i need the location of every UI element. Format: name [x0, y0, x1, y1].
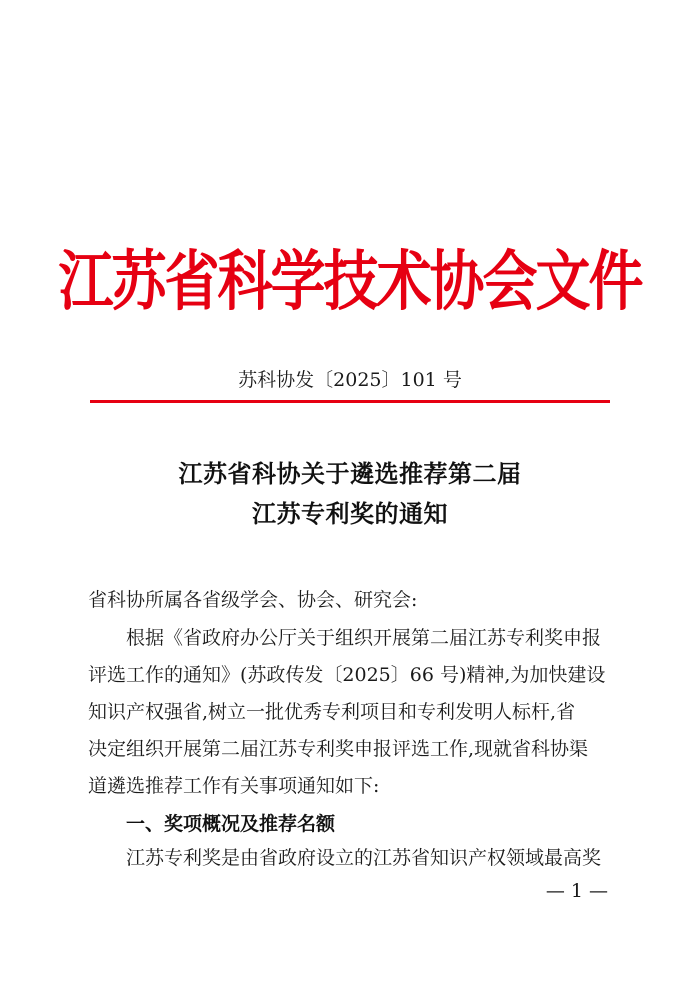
document-number: 苏科协发〔2025〕101 号	[238, 369, 462, 391]
body-line: 评选工作的通知》(苏政传发〔2025〕66 号)精神,为加快建设	[88, 664, 606, 686]
notice-title-line-2: 江苏专利奖的通知	[252, 499, 448, 528]
body-paragraph	[88, 620, 614, 805]
salutation: 省科协所属各省级学会、协会、研究会:	[88, 589, 418, 611]
section-first-line: 江苏专利奖是由省政府设立的江苏省知识产权领域最高奖	[126, 847, 602, 869]
page-number: — 1 —	[545, 880, 608, 902]
body-line: 根据《省政府办公厅关于组织开展第二届江苏专利奖申报	[126, 627, 602, 649]
red-divider-line	[90, 400, 610, 403]
section-heading: 一、奖项概况及推荐名额	[126, 813, 336, 835]
notice-title-line-1: 江苏省科协关于遴选推荐第二届	[178, 459, 522, 488]
issuer-heading: 江苏省科学技术协会文件	[58, 242, 642, 319]
body-line: 道遴选推荐工作有关事项通知如下:	[88, 775, 380, 797]
body-line: 知识产权强省,树立一批优秀专利项目和专利发明人标杆,省	[88, 701, 576, 723]
body-line: 决定组织开展第二届江苏专利奖申报评选工作,现就省科协渠	[88, 738, 589, 760]
